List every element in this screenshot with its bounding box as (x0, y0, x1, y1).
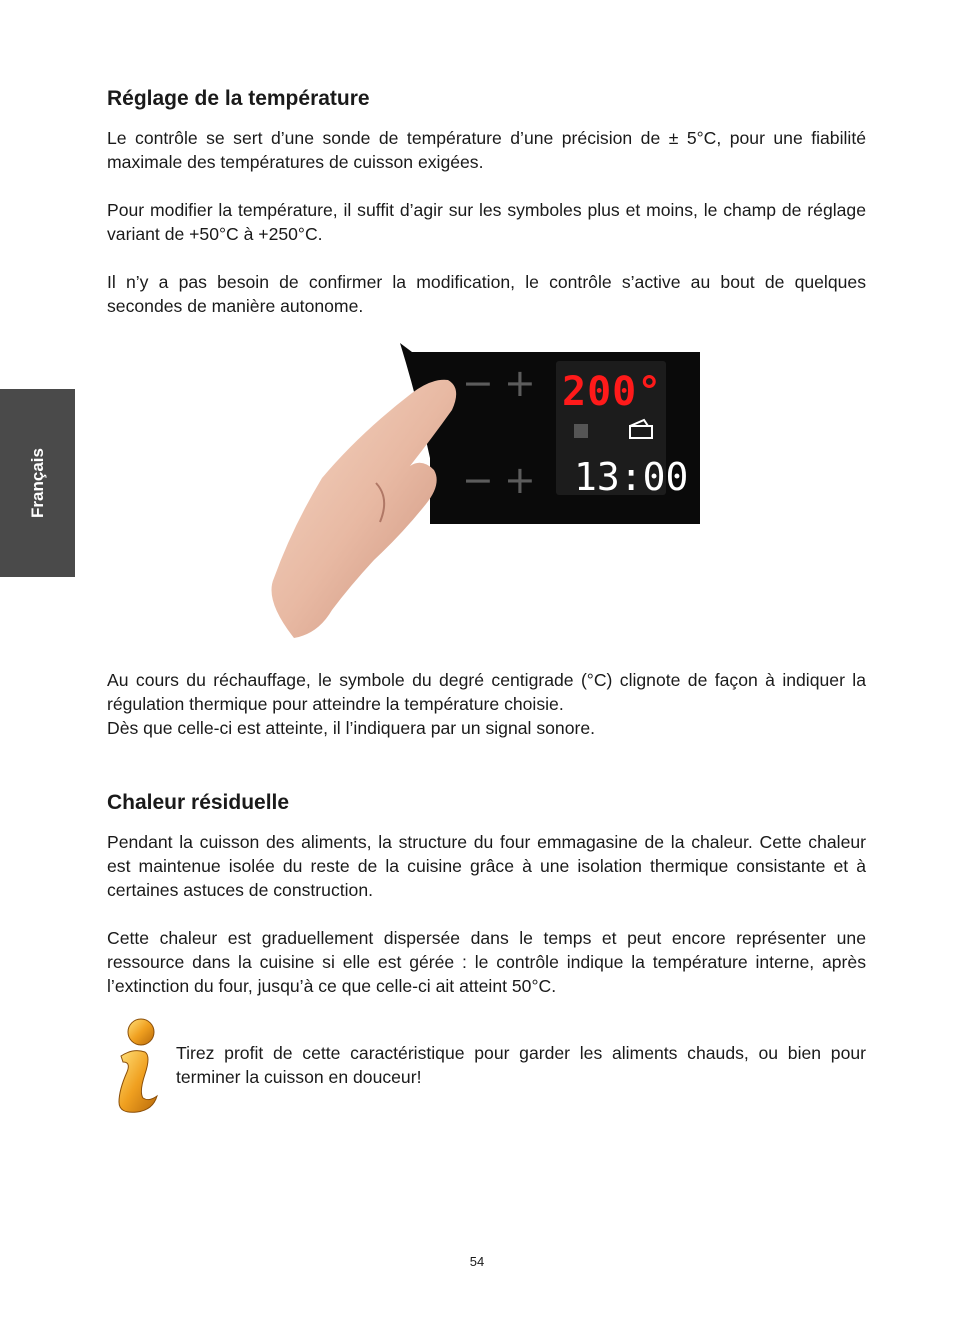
minus-button-bottom[interactable]: − (462, 458, 494, 502)
minus-button-top[interactable]: − (462, 361, 494, 405)
oven-icon (574, 424, 588, 438)
language-tab (0, 389, 75, 577)
section-residual-heat (107, 790, 866, 998)
clock-display: 13:00 (574, 455, 689, 499)
paragraph: Cette chaleur est graduellement dispersée dans le temps et peut encore représenter une ressource dans la cuisine si elle est gérée : le contrôle indique la température interne, après l’extinction du four, jusqu’à ce que celle-ci ait atteint 50°C. (107, 928, 866, 996)
plus-button-top[interactable]: + (504, 361, 536, 405)
paragraph: Pendant la cuisson des aliments, la structure du four emmagasine de la chaleur. Cette chaleur est maintenue isolée du reste de la cuisine grâce à une isolation thermique consistante et à certaines astuces de construction. (107, 832, 866, 900)
section-title-residual-heat: Chaleur résiduelle (107, 791, 290, 814)
temperature-display: 200° (562, 369, 663, 415)
hand-image (272, 380, 457, 638)
control-panel-illustration (262, 338, 702, 643)
tip-text: Tirez profit de cette caractéristique pour garder les aliments chauds, ou bien pour terminer la cuisson en douceur! (176, 1043, 866, 1087)
section-temperature (107, 86, 866, 318)
page-number: 54 (469, 1254, 485, 1269)
paragraph: Pour modifier la température, il suffit d’agir sur les symboles plus et moins, le champ de réglage variant de +50°C à +250°C. (107, 200, 866, 244)
paragraph: Dès que celle-ci est atteinte, il l’indiquera par un signal sonore. (107, 718, 596, 738)
control-panel-figure (262, 338, 702, 643)
tip-box (176, 1041, 866, 1089)
section-preheat (107, 668, 866, 740)
section-title-temperature: Réglage de la température (107, 87, 370, 110)
info-icon (103, 1016, 163, 1116)
paragraph: Le contrôle se sert d’une sonde de température d’une précision de ± 5°C, pour une fiabilité maximale des températures de cuisson exigées. (107, 128, 866, 172)
language-tab-label: Français (27, 448, 47, 518)
paragraph: Au cours du réchauffage, le symbole du degré centigrade (°C) clignote de façon à indiquer la régulation thermique pour atteindre la température choisie. (107, 670, 866, 714)
plus-button-bottom[interactable]: + (504, 458, 536, 502)
paragraph: Il n’y a pas besoin de confirmer la modification, le contrôle s’active au bout de quelques secondes de manière autonome. (107, 272, 866, 316)
